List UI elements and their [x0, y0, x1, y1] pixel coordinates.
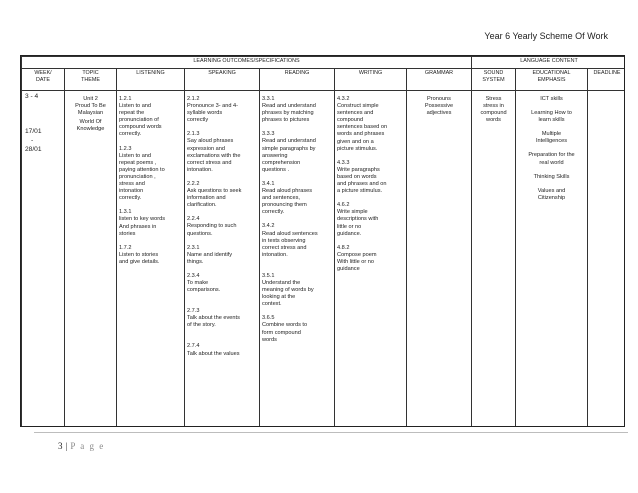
topic-theme: World Of Knowledge	[76, 119, 105, 133]
table-row	[22, 91, 626, 428]
date-start: 17/01	[25, 128, 42, 135]
week-cell	[22, 91, 65, 428]
date-end: 28/01	[25, 146, 42, 153]
col-header-deadline: DEADLINE	[588, 69, 626, 91]
writing-item: 4.3.3 Write paragraphs based on words and phrases and on a picture stimulus.	[337, 159, 387, 195]
col-header-writing: WRITING	[335, 69, 407, 91]
learning-outcomes-header: LEARNING OUTCOMES/SPECIFICATIONS	[22, 57, 472, 69]
col-header-grammar: GRAMMAR	[407, 69, 472, 91]
topic-cell	[65, 91, 117, 428]
scheme-table-wrapper	[20, 55, 625, 427]
speaking-item: 2.3.1 Name and identify things.	[187, 244, 233, 265]
col-header-emphasis: EDUCATIONAL EMPHASIS	[516, 69, 588, 91]
reading-item: 3.3.3 Read and understand simple paragraphs by answering comprehension questions .	[262, 131, 316, 173]
grammar-cell	[407, 91, 472, 428]
col-header-week: WEEK/ DATE	[22, 69, 65, 91]
writing-cell	[335, 91, 407, 428]
writing-item: 4.6.2 Write simple descriptions with little or no guidance.	[337, 202, 379, 237]
emphasis-item: ICT skills	[540, 96, 563, 102]
speaking-item: 2.2.4 Responding to such questions.	[187, 216, 237, 237]
topic-unit: Unit 2 Proud To Be Malaysian	[75, 96, 106, 117]
col-header-topic: TOPIC THEME	[65, 69, 117, 91]
listening-item: 1.2.3 Listen to and repeat poems , paying attention to pronunciation , stress and intonation correctly.	[119, 145, 165, 202]
speaking-cell	[185, 91, 260, 428]
week-range: 3 - 4	[25, 93, 39, 100]
reading-item: 3.6.5 Combine words to form compound words	[262, 315, 308, 343]
speaking-item: 2.3.4 To make comparisons.	[187, 272, 221, 294]
language-content-header: LANGUAGE CONTENT	[472, 57, 626, 69]
emphasis-item: Multiple Intelligences	[535, 131, 568, 145]
reading-cell	[260, 91, 335, 428]
page-number-footer	[58, 441, 105, 451]
educational-emphasis-cell	[516, 91, 588, 428]
sound-system-text: Stress stress in compound words	[480, 96, 507, 124]
group-header-row	[22, 57, 626, 69]
grammar-text: Pronouns Possessive adjectives	[424, 96, 454, 117]
speaking-item: 2.7.4 Talk about the values	[187, 343, 240, 357]
column-header-row	[22, 69, 626, 91]
writing-item: 4.3.2 Construct simple sentences and compound sentences based on words and phrases given and on a picture stimulus.	[337, 96, 388, 152]
emphasis-item: Thinking Skills	[533, 173, 570, 180]
col-header-speaking: SPEAKING	[185, 69, 260, 91]
page-separator: |	[65, 441, 68, 451]
writing-item: 4.8.2 Compose poem With little or no guidance	[337, 244, 377, 272]
col-header-listening: LISTENING	[117, 69, 185, 91]
reading-item: 3.4.1 Read aloud phrases and sentences, pronouncing them correctly.	[262, 180, 313, 216]
col-header-reading: READING	[260, 69, 335, 91]
speaking-item: 2.2.2 Ask questions to seek information and clarification.	[187, 180, 242, 209]
reading-item: 3.4.2 Read aloud sentences in texts observing correct stress and intonation.	[262, 223, 318, 258]
scheme-table	[21, 56, 625, 427]
speaking-item: 2.7.3 Talk about the events of the story.	[187, 308, 240, 329]
page-number: 3	[58, 441, 63, 451]
col-header-sound: SOUND SYSTEM	[472, 69, 516, 91]
page-label: P a g e	[70, 441, 105, 451]
listening-item: 1.3.1 listen to key words And phrases in stories	[119, 209, 166, 237]
listening-item: 1.2.1 Listen to and repeat the pronunciation of compound words correctly.	[119, 96, 162, 138]
speaking-item: 2.1.2 Pronounce 3- and 4- syllable words correctly	[187, 96, 238, 124]
listening-cell	[117, 91, 185, 428]
emphasis-item: Values and Citizenship	[537, 187, 566, 201]
reading-item: 3.5.1 Understand the meaning of words by looking at the context.	[262, 272, 314, 308]
emphasis-item: Preparation for the real world	[528, 152, 575, 166]
sound-system-cell	[472, 91, 516, 428]
speaking-item: 2.1.3 Say aloud phrases expression and exclamations with the correct stress and intonation.	[187, 131, 241, 173]
listening-item: 1.7.2 Listen to stories and give details.	[119, 244, 160, 265]
deadline-cell	[588, 91, 626, 428]
date-dash: -	[31, 137, 34, 144]
document-title: Year 6 Yearly Scheme Of Work	[484, 31, 608, 41]
emphasis-item: Learning How to learn skills	[531, 110, 572, 124]
page-footer	[34, 432, 628, 451]
reading-item: 3.3.1 Read and understand phrases by matching phrases to pictures	[262, 96, 316, 124]
